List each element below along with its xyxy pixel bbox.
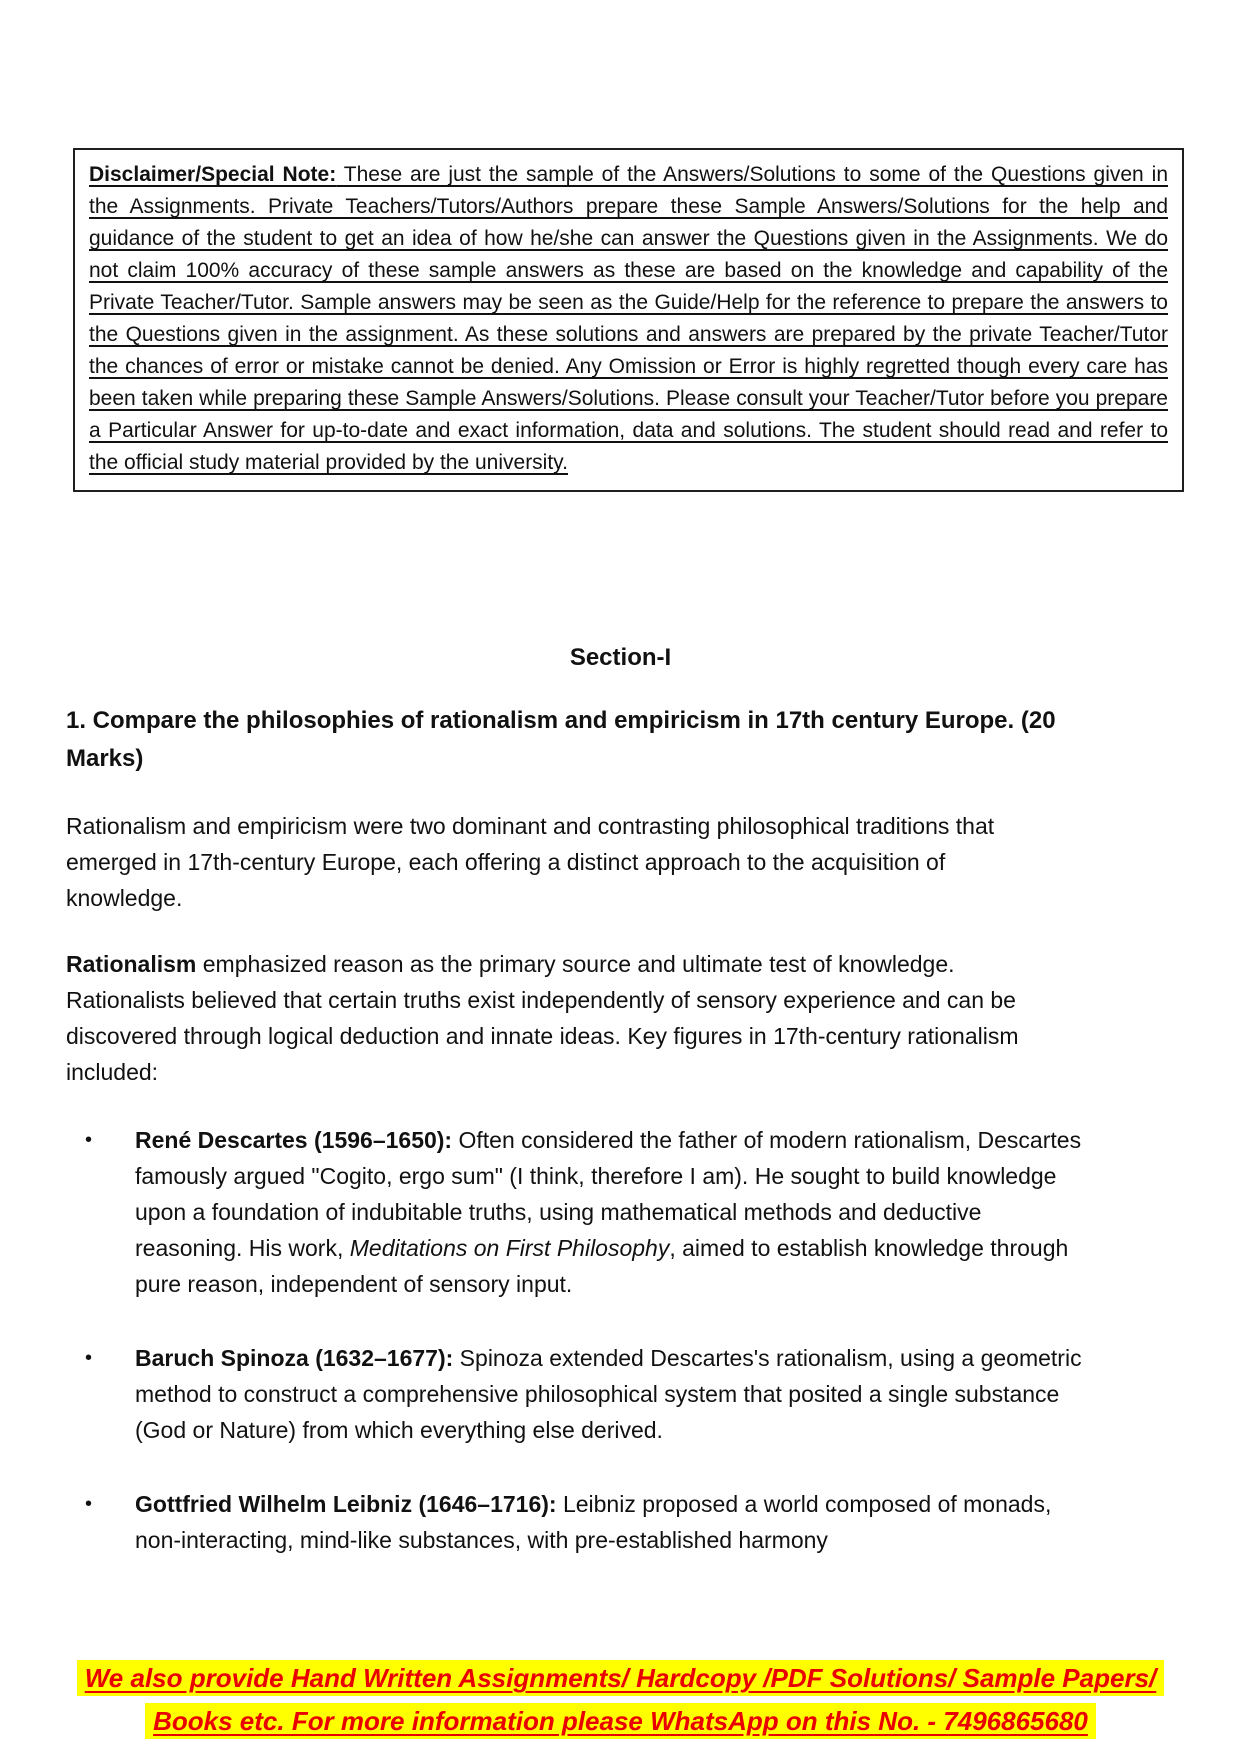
footer-line-1: We also provide Hand Written Assignments/ Hardcopy /PDF Solutions/ Sample Papers/ bbox=[77, 1660, 1165, 1696]
section-title: Section-I bbox=[569, 644, 672, 671]
rationalism-term: Rationalism bbox=[66, 951, 197, 977]
spinoza-name: Baruch Spinoza (1632–1677): bbox=[135, 1345, 454, 1371]
list-item-leibniz bbox=[135, 1486, 1085, 1558]
descartes-text: Often considered the father of modern rationalism, Descartes famously argued "Cogito, ergo sum" (I think, therefore I am). He sought to build knowledge upon a foundation of indubitable truths, using mathematical methods and deductive reasoning. His work, bbox=[135, 1127, 1082, 1261]
disclaimer-label: Disclaimer/Special Note: bbox=[89, 163, 337, 186]
list-item-descartes bbox=[135, 1122, 1085, 1302]
intro-paragraph: Rationalism and empiricism were two dominant and contrasting philosophical traditions that emerged in 17th-century Europe, each offering a distinct approach to the acquisition of knowledge. bbox=[66, 813, 995, 911]
rationalist-figures-list bbox=[66, 1122, 1175, 1558]
footer-row bbox=[0, 1702, 1241, 1745]
disclaimer-body-text: These are just the sample of the Answers/Solutions to some of the Questions given in the Assignments. Private Teachers/Tutors/Authors prepare these Sample Answers/Solutions for the help and guidance of the student to get an idea of how he/she can answer the Questions given in the Assignments. We do not claim 100% accuracy of these sample answers as these are based on the knowledge and capability of the Private Teacher/Tutor. Sample answers may be seen as the Guide/Help for the reference to prepare the answers to the Questions given in the assignment. As these solutions and answers are prepared by the private Teacher/Tutor the chances of error or mistake cannot be denied. Any Omission or Error is highly regretted though every care has been taken while preparing these Sample Answers/Solutions. Please consult your Teacher/Tutor before you prepare a Particular Answer for up-to-date and exact information, data and solutions. The student should read and refer to the official study material provided by the university. bbox=[89, 163, 1168, 474]
footer-row bbox=[0, 1659, 1241, 1702]
question-heading: 1. Compare the philosophies of rationalism and empiricism in 17th century Europe. (20 Marks) bbox=[66, 707, 1056, 772]
rationalism-paragraph bbox=[66, 946, 1066, 1090]
disclaimer-paragraph bbox=[89, 159, 1168, 479]
descartes-text-tail: , aimed to establish knowledge through pure reason, independent of sensory input. bbox=[135, 1235, 1069, 1297]
disclaimer-box bbox=[73, 148, 1184, 492]
descartes-work-title: Meditations on First Philosophy bbox=[349, 1235, 670, 1261]
list-item-spinoza bbox=[135, 1340, 1085, 1448]
descartes-name: René Descartes (1596–1650): bbox=[135, 1127, 453, 1153]
leibniz-name: Gottfried Wilhelm Leibniz (1646–1716): bbox=[135, 1491, 557, 1517]
footer-banner bbox=[0, 1659, 1241, 1745]
footer-line-2: Books etc. For more information please WhatsApp on this No. - 7496865680 bbox=[145, 1703, 1096, 1739]
leibniz-text: Leibniz proposed a world composed of monads, non-interacting, mind-like substances, with pre-established harmony bbox=[135, 1491, 1052, 1553]
rationalism-text: emphasized reason as the primary source and ultimate test of knowledge. Rationalists believed that certain truths exist independently of sensory experience and can be discovered through logical deduction and innate ideas. Key figures in 17th-century rationalism included: bbox=[66, 951, 1019, 1085]
spinoza-text: Spinoza extended Descartes's rationalism, using a geometric method to construct a comprehensive philosophical system that posited a single substance (God or Nature) from which everything else derived. bbox=[135, 1345, 1082, 1443]
